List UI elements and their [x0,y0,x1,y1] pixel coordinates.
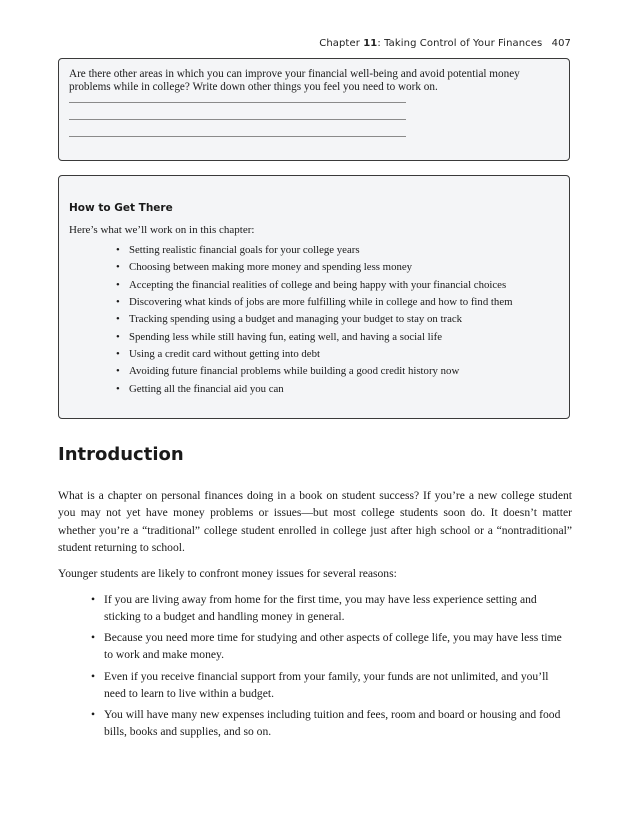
list-item: • If you are living away from home for the first time, you may have less experience setting and sticking to a budget and handling money in general. [91,591,572,625]
list-item: • Setting realistic financial goals for your college years [116,244,559,256]
page-number: 407 [551,38,571,49]
list-item: • You will have many new expenses including tuition and fees, room and board or housing and food bills, books and supplies, and so on. [91,706,572,740]
list-item: • Choosing between making more money and spending less money [116,261,559,273]
box-lead-text: Here’s what we’ll work on in this chapter: [69,224,255,236]
how-to-get-there-box [58,175,570,419]
list-item: • Avoiding future financial problems while building a good credit history now [116,365,559,377]
intro-paragraph: Younger students are likely to confront money issues for several reasons: [58,567,397,580]
reflection-prompt: Are there other areas in which you can improve your financial well-being and avoid potential money problems while in college? Write down other things you feel you need to work on. [69,68,520,93]
list-item: • Discovering what kinds of jobs are more fulfilling while in college and how to find them [116,296,559,308]
chapter-number: 11 [363,38,378,49]
writing-line[interactable] [69,119,406,120]
running-header [319,38,571,49]
reasons-list [91,591,572,745]
list-item: • Getting all the financial aid you can [116,383,559,395]
list-item: • Spending less while still having fun, eating well, and having a social life [116,331,559,343]
chapter-title: : Taking Control of Your Finances [377,38,543,49]
list-item: • Using a credit card without getting into debt [116,348,559,360]
chapter-goals-list [69,244,559,395]
reflection-box [58,58,570,161]
section-heading: Introduction [58,444,184,465]
list-item: • Because you need more time for studying and other aspects of college life, you may have less time to work and make money. [91,629,572,663]
box-heading: How to Get There [69,202,173,214]
list-item: • Tracking spending using a budget and managing your budget to stay on track [116,313,559,325]
chapter-label: Chapter [319,38,360,49]
writing-line[interactable] [69,102,406,103]
list-item: • Even if you receive financial support from your family, your funds are not unlimited, and you’ll need to learn to live within a budget. [91,668,572,702]
intro-paragraph: What is a chapter on personal finances doing in a book on student success? If you’re a new college student you may not yet have money problems or issues—but most college students soon do. It doesn’t matter whether you’re a “traditional” college student enrolled in college just after high school or a “nontraditional” student returning to school. [58,489,572,554]
list-item: • Accepting the financial realities of college and being happy with your financial choices [116,279,559,291]
writing-line[interactable] [69,136,406,137]
